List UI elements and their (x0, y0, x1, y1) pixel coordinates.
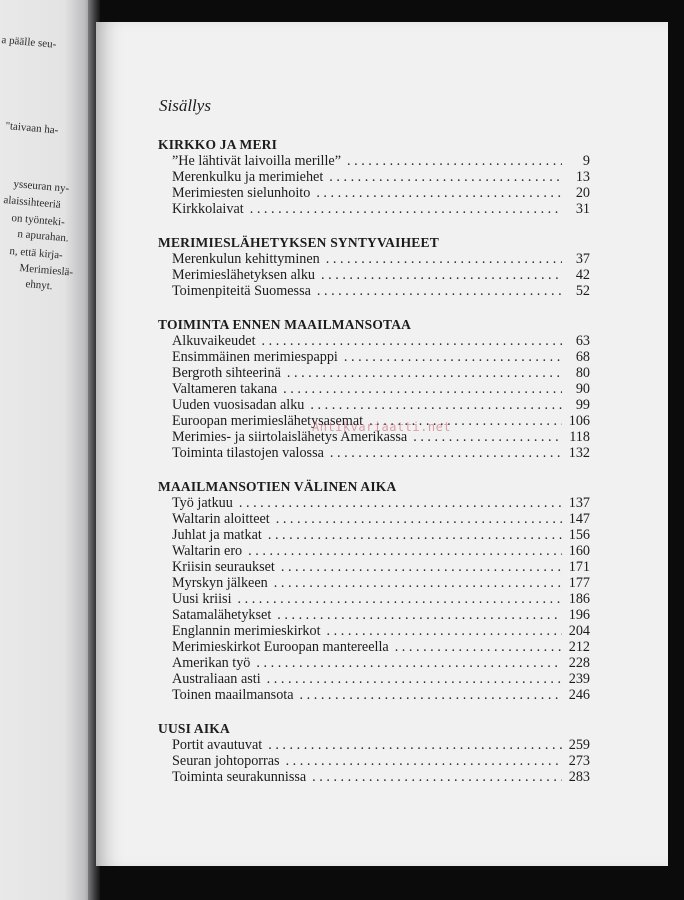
entry-label: Valtameren takana (172, 381, 278, 397)
entry-label: ”He lähtivät laivoilla merille” (172, 153, 341, 169)
entry-page-number: 132 (568, 445, 590, 461)
dot-leader (316, 185, 562, 201)
entry-page-number: 90 (575, 381, 590, 397)
entry-page-number: 156 (568, 527, 590, 543)
dot-leader (310, 397, 562, 413)
entry-label: Waltarin aloitteet (172, 511, 270, 527)
contents-page (96, 22, 668, 866)
entry-page-number: 137 (568, 495, 590, 511)
watermark-text: Antikvariaatti.net (312, 420, 452, 434)
toc-entry (158, 349, 590, 365)
toc-entry (158, 737, 590, 753)
dot-leader (267, 671, 562, 687)
toc-entry (158, 671, 590, 687)
dot-leader (300, 687, 562, 703)
entry-label: Toiminta tilastojen valossa (172, 445, 324, 461)
entry-page-number: 212 (568, 639, 590, 655)
dot-leader (329, 169, 562, 185)
toc-section (158, 317, 590, 461)
toc-entry (158, 251, 590, 267)
entry-page-number: 160 (568, 543, 590, 559)
entry-page-number: 106 (568, 413, 590, 429)
toc-entry (158, 527, 590, 543)
section-heading: KIRKKO JA MERI (158, 137, 278, 152)
toc-entry (158, 607, 590, 623)
entry-page-number: 68 (575, 349, 590, 365)
toc-entry (158, 639, 590, 655)
toc-entry (158, 283, 590, 299)
dot-leader (395, 639, 562, 655)
entry-page-number: 177 (568, 575, 590, 591)
dot-leader (256, 655, 562, 671)
entry-page-number: 13 (575, 169, 590, 185)
dot-leader (344, 349, 562, 365)
entry-page-number: 196 (568, 607, 590, 623)
entry-page-number: 186 (568, 591, 590, 607)
entry-page-number: 31 (575, 201, 590, 217)
dot-leader (326, 251, 562, 267)
toc-section (158, 137, 590, 217)
entry-page-number: 63 (575, 333, 590, 349)
toc-entry (158, 591, 590, 607)
toc-entry (158, 397, 590, 413)
toc-entry (158, 201, 590, 217)
left-page-text-fragment: ehnyt. (24, 278, 54, 293)
toc-entry (158, 543, 590, 559)
entry-label: Merenkulku ja merimiehet (172, 169, 324, 185)
entry-label: Englannin merimieskirkot (172, 623, 321, 639)
left-page-text-fragment: Merimieslä- (18, 262, 74, 279)
toc-section (158, 235, 590, 299)
dot-leader (281, 559, 562, 575)
toc-entry (158, 185, 590, 201)
entry-page-number: 273 (568, 753, 590, 769)
dot-leader (274, 575, 562, 591)
toc-entry (158, 445, 590, 461)
entry-label: Merimieskirkot Euroopan mantereella (172, 639, 389, 655)
entry-page-number: 283 (568, 769, 590, 785)
dot-leader (321, 267, 562, 283)
left-page-text-fragment: a päälle seu- (0, 34, 57, 51)
entry-page-number: 99 (575, 397, 590, 413)
entry-label: Alkuvaikeudet (172, 333, 256, 349)
entry-page-number: 52 (575, 283, 590, 299)
dot-leader (268, 527, 562, 543)
toc-entry (158, 655, 590, 671)
entry-label: Kirkkolaivat (172, 201, 244, 217)
toc-entry (158, 559, 590, 575)
dot-leader (276, 511, 562, 527)
section-heading: TOIMINTA ENNEN MAAILMANSOTAA (158, 317, 412, 332)
entry-page-number: 246 (568, 687, 590, 703)
toc-entry (158, 333, 590, 349)
entry-label: Kriisin seuraukset (172, 559, 275, 575)
entry-page-number: 42 (575, 267, 590, 283)
dot-leader (287, 365, 562, 381)
entry-page-number: 228 (568, 655, 590, 671)
dot-leader (286, 753, 562, 769)
entry-page-number: 147 (568, 511, 590, 527)
entry-page-number: 204 (568, 623, 590, 639)
dot-leader (312, 769, 562, 785)
entry-label: Toinen maailmansota (172, 687, 294, 703)
dot-leader (327, 623, 562, 639)
dot-leader (317, 283, 562, 299)
entry-label: Uusi kriisi (172, 591, 232, 607)
entry-label: Toimenpiteitä Suomessa (172, 283, 311, 299)
entry-label: Merimieslähetyksen alku (172, 267, 316, 283)
table-of-contents (158, 96, 590, 803)
section-heading: MAAILMANSOTIEN VÄLINEN AIKA (158, 479, 397, 494)
entry-page-number: 259 (568, 737, 590, 753)
toc-entry (158, 381, 590, 397)
entry-label: Amerikan työ (172, 655, 251, 671)
toc-section (158, 721, 590, 785)
entry-page-number: 37 (575, 251, 590, 267)
dot-leader (283, 381, 562, 397)
entry-page-number: 9 (582, 153, 590, 169)
toc-entry (158, 687, 590, 703)
entry-page-number: 118 (569, 429, 590, 445)
entry-page-number: 80 (575, 365, 590, 381)
entry-label: Euroopan merimieslähetysasemat (172, 413, 364, 429)
section-heading: UUSI AIKA (158, 721, 230, 736)
left-page-text-fragment: alaissihteeriä (2, 194, 62, 211)
toc-entry (158, 623, 590, 639)
toc-entry (158, 753, 590, 769)
entry-label: Toiminta seurakunnissa (172, 769, 307, 785)
left-page-text-fragment: n, että kirja- (8, 245, 64, 262)
section-heading: MERIMIESLÄHETYKSEN SYNTYVAIHEET (158, 235, 439, 250)
entry-page-number: 20 (575, 185, 590, 201)
dot-leader (347, 153, 562, 169)
entry-label: Australiaan asti (172, 671, 261, 687)
toc-entry (158, 769, 590, 785)
dot-leader (277, 607, 562, 623)
dot-leader (262, 333, 562, 349)
entry-label: Merimiesten sielunhoito (172, 185, 311, 201)
entry-page-number: 239 (568, 671, 590, 687)
entry-label: Portit avautuvat (172, 737, 263, 753)
dot-leader (238, 591, 562, 607)
entry-label: Waltarin ero (172, 543, 243, 559)
toc-entry (158, 575, 590, 591)
dot-leader (268, 737, 562, 753)
left-page-text-fragment: on työnteki- (10, 212, 66, 229)
toc-entry (158, 267, 590, 283)
entry-label: Myrskyn jälkeen (172, 575, 268, 591)
toc-entry (158, 495, 590, 511)
entry-label: Satamalähetykset (172, 607, 272, 623)
toc-title: Sisällys (159, 96, 211, 115)
left-page-text-fragment: n apurahan. (16, 228, 70, 245)
entry-label: Merenkulun kehittyminen (172, 251, 320, 267)
entry-label: Merimies- ja siirtolaislähetys Amerikassa (172, 429, 408, 445)
dot-leader (239, 495, 562, 511)
entry-label: Bergroth sihteerinä (172, 365, 281, 381)
entry-label: Uuden vuosisadan alku (172, 397, 305, 413)
toc-entry (158, 169, 590, 185)
left-page-text-fragment: ysseuran ny- (12, 178, 70, 195)
entry-label: Seuran johtoporras (172, 753, 280, 769)
dot-leader (250, 201, 562, 217)
left-page-text-fragment: "taivaan ha- (4, 120, 59, 137)
entry-label: Ensimmäinen merimiespappi (172, 349, 338, 365)
toc-section (158, 479, 590, 703)
toc-entry (158, 365, 590, 381)
entry-page-number: 171 (568, 559, 590, 575)
dot-leader (330, 445, 562, 461)
left-facing-page (0, 0, 92, 900)
toc-entry (158, 511, 590, 527)
entry-label: Juhlat ja matkat (172, 527, 262, 543)
entry-label: Työ jatkuu (172, 495, 233, 511)
toc-entry (158, 153, 590, 169)
dot-leader (248, 543, 562, 559)
